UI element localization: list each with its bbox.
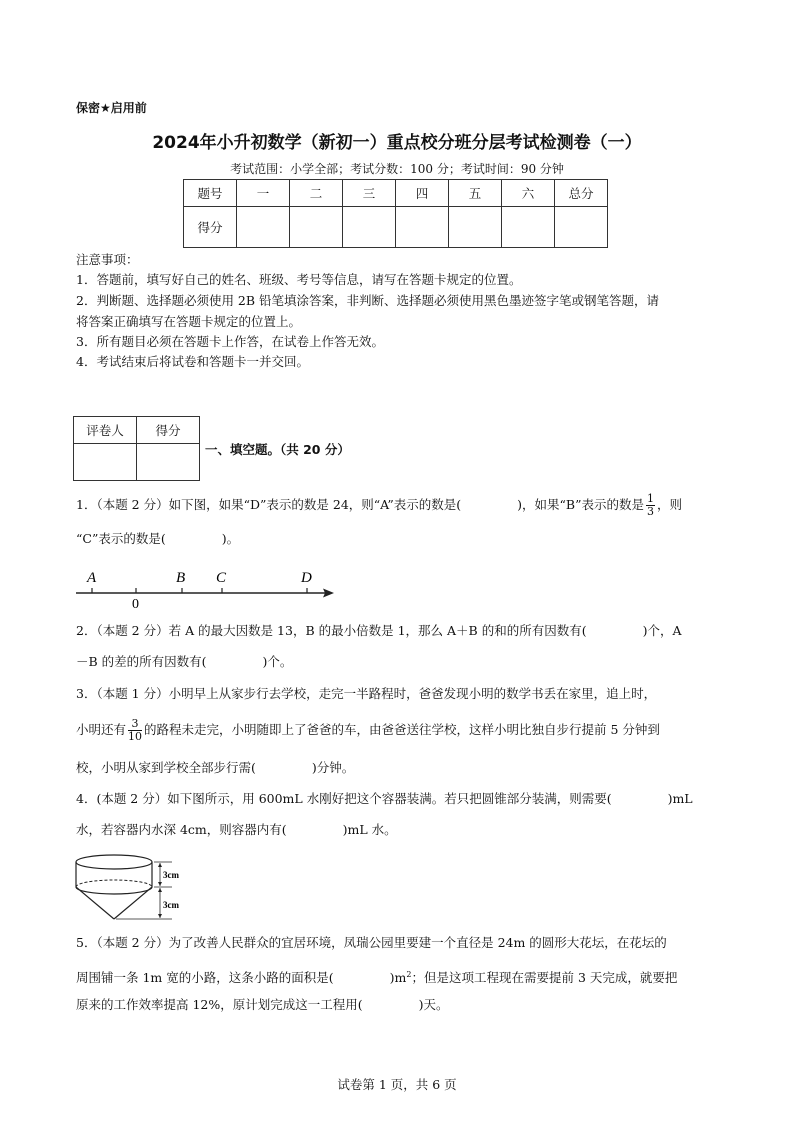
q2-text: －B 的差的所有因数有( — [76, 654, 207, 669]
score-cell — [237, 207, 290, 248]
fraction-denominator: 3 — [646, 505, 654, 518]
question-4-line-1 — [76, 790, 693, 808]
score-cell — [449, 207, 502, 248]
score-table-score-row — [184, 207, 608, 248]
q3-text: 校，小明从家到学校全部步行需( — [76, 760, 256, 775]
notice-item: 将答案正确填写在答题卡规定的位置上。 — [76, 314, 302, 329]
question-4-line-2 — [76, 821, 397, 839]
score-table-header: 四 — [396, 180, 449, 207]
dim-arrowhead — [158, 863, 162, 867]
q5-text: 原来的工作效率提高 12%，原计划完成这一工程用( — [76, 997, 363, 1012]
grader-header: 评卷人 — [74, 417, 137, 444]
grader-table — [73, 416, 200, 481]
question-3-line-2 — [76, 718, 660, 743]
dim-arrowhead — [158, 882, 162, 886]
dim-arrowhead — [158, 888, 162, 892]
q5-text: ；但是这项工程现在需要提前 3 天完成，就要把 — [411, 970, 678, 986]
cylinder-top — [76, 855, 152, 869]
label-a: A — [87, 570, 97, 586]
q1-text: )。 — [221, 531, 240, 546]
q3-text: 小明还有 — [76, 722, 127, 737]
score-cell — [343, 207, 396, 248]
label-zero: 0 — [132, 597, 139, 610]
score-table-header: 题号 — [184, 180, 237, 207]
page-footer: 试卷第 1 页，共 6 页 — [337, 1077, 457, 1092]
fraction — [646, 493, 655, 518]
section-title: 一、填空题。（共 20 分） — [205, 442, 350, 457]
score-cell — [290, 207, 343, 248]
question-2-line-1 — [76, 622, 682, 640]
q1-text: ，则 — [656, 497, 682, 512]
cone-side-right — [114, 887, 152, 919]
q2-text: )个，A — [642, 623, 682, 638]
q4-text: 4．(本题 2 分）如下图所示，用 600mL 水刚好把这个容器装满。若只把圆锥部分装满，则需要( — [76, 791, 612, 806]
question-2-line-2 — [76, 653, 292, 671]
q2-text: )个。 — [262, 654, 293, 669]
label-d: D — [301, 570, 312, 586]
notice-item: 4．考试结束后将试卷和答题卡一并交回。 — [76, 354, 309, 369]
fraction-denominator: 10 — [128, 730, 143, 743]
grader-table-header-row — [74, 417, 200, 444]
cylinder-bottom-back — [76, 880, 152, 887]
question-3-line-3 — [76, 759, 354, 777]
score-table — [183, 179, 608, 248]
question-5-line-1: 5．（本题 2 分）为了改善人民群众的宜居环境，凤瑞公园里要建一个直径是 24m 的圆形大花坛，在花坛的 — [76, 935, 667, 950]
q4-text: )mL — [667, 791, 693, 806]
dim-label-cone: 3cm — [163, 900, 179, 910]
grader-table-blank-row — [74, 444, 200, 481]
question-5-line-2 — [76, 966, 677, 987]
question-1-line-1 — [76, 493, 682, 518]
score-header: 得分 — [137, 417, 200, 444]
question-5-line-3 — [76, 996, 449, 1014]
q4-text: )mL 水。 — [342, 822, 397, 837]
score-cell — [502, 207, 555, 248]
cone-side-left — [76, 887, 114, 919]
number-line-figure — [74, 566, 338, 610]
notice-title: 注意事项： — [76, 252, 139, 267]
fraction-numerator: 1 — [646, 492, 654, 505]
notice-item: 2．判断题、选择题必须使用 2B 铅笔填涂答案，非判断、选择题必须使用黑色墨迹签字笔或钢笔答题，请 — [76, 293, 660, 308]
q5-text: )m — [389, 970, 407, 986]
score-table-row-label: 得分 — [184, 207, 237, 248]
container-figure — [72, 851, 192, 923]
page-title: 2024年小升初数学（新初一）重点校分班分层考试检测卷（一） — [152, 133, 642, 153]
score-table-header: 五 — [449, 180, 502, 207]
q1-text: )，如果“B”表示的数是 — [517, 497, 644, 512]
score-table-header-row — [184, 180, 608, 207]
superscript: 2 — [406, 970, 412, 979]
cylinder-bottom-front — [76, 887, 152, 894]
question-3-line-1: 3．（本题 1 分）小明早上从家步行去学校，走完一半路程时，爸爸发现小明的数学书丢在家里，追上时， — [76, 686, 657, 701]
q4-text: 水，若容器内水深 4cm，则容器内有( — [76, 822, 287, 837]
grader-cell — [74, 444, 137, 481]
q1-text: 1．（本题 2 分）如下图，如果“D”表示的数是 24，则“A”表示的数是( — [76, 497, 462, 512]
fraction — [128, 718, 142, 743]
score-cell — [555, 207, 608, 248]
score-table-header: 总分 — [555, 180, 608, 207]
notice-item: 3．所有题目必须在答题卡上作答，在试卷上作答无效。 — [76, 334, 384, 349]
notice-item: 1．答题前，填写好自己的姓名、班级、考号等信息，请写在答题卡规定的位置。 — [76, 272, 522, 287]
score-cell — [396, 207, 449, 248]
q2-text: 2．（本题 2 分）若 A 的最大因数是 13，B 的最小倍数是 1，那么 A＋B 的和的所有因数有( — [76, 623, 587, 638]
exam-info: 考试范围：小学全部；考试分数：100 分；考试时间：90 分钟 — [230, 162, 564, 176]
dim-arrowhead — [158, 914, 162, 918]
q5-text: )天。 — [418, 997, 449, 1012]
dim-label-cylinder: 3cm — [163, 870, 179, 880]
q1-text: “C”表示的数是( — [76, 531, 166, 546]
q3-text: 的路程未走完，小明随即上了爸爸的车，由爸爸送往学校，这样小明比独自步行提前 5 分钟到 — [144, 722, 660, 737]
q5-text: 周围铺一条 1m 宽的小路，这条小路的面积是( — [76, 970, 334, 986]
score-table-header: 三 — [343, 180, 396, 207]
label-b: B — [176, 570, 186, 586]
score-table-header: 一 — [237, 180, 290, 207]
score-cell — [137, 444, 200, 481]
question-1-line-2 — [76, 530, 239, 548]
label-c: C — [216, 570, 227, 586]
q3-text: )分钟。 — [311, 760, 355, 775]
confidential-mark: 保密★启用前 — [76, 101, 147, 115]
score-table-header: 六 — [502, 180, 555, 207]
score-table-header: 二 — [290, 180, 343, 207]
fraction-numerator: 3 — [128, 718, 142, 731]
